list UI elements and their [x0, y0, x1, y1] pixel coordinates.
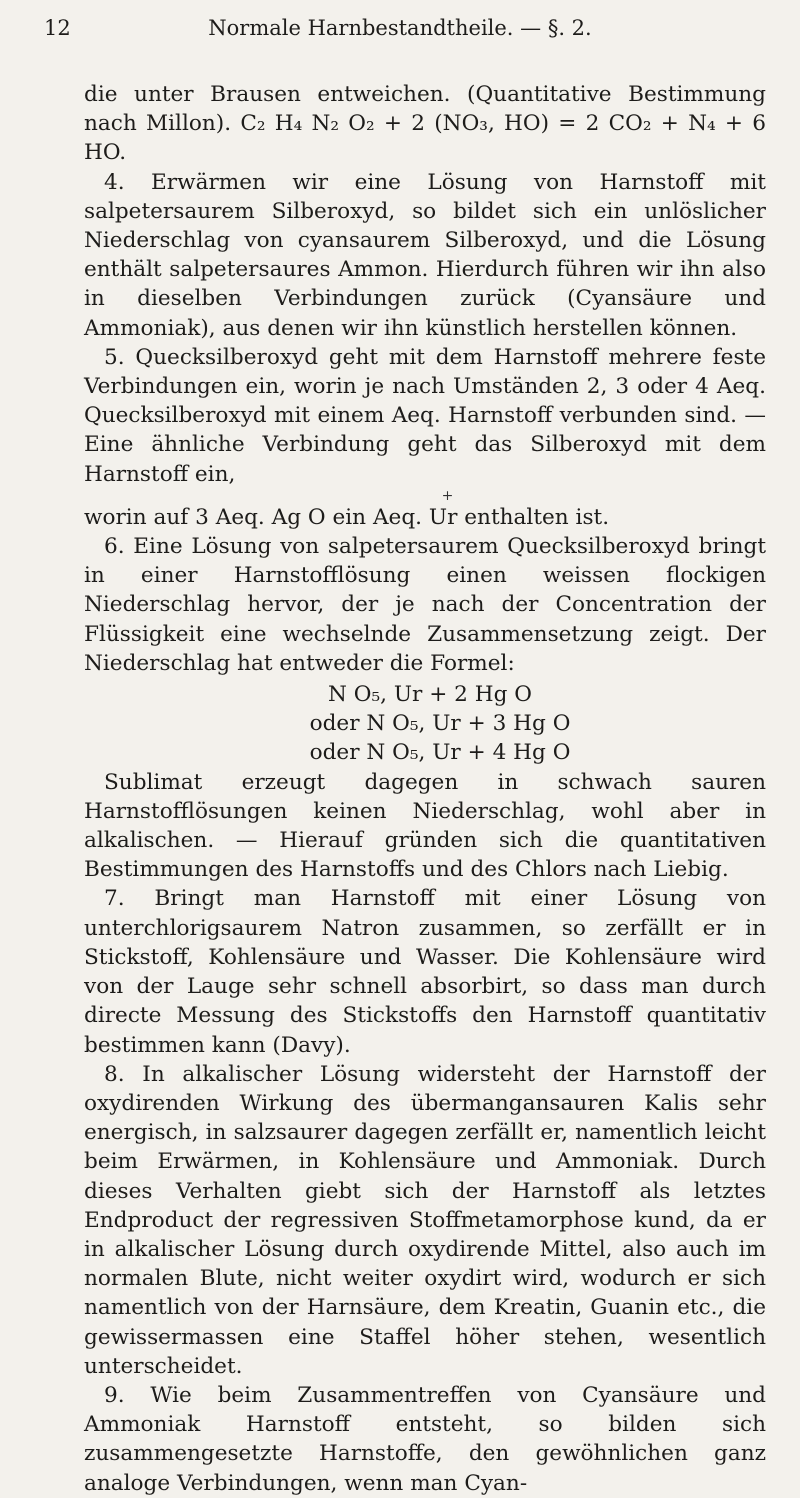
formula-line-2: oder N O₅, Ur + 3 Hg O: [309, 711, 571, 737]
page-number: 12: [44, 16, 71, 40]
paragraph-6: 6. Eine Lösung von salpetersaurem Quecksilberoxyd bringt in einer Harnstofflösung einen weissen flockigen Niederschlag hervor, der je nach der Concentration der Flüssigkeit eine wechselnde Zusammensetzung zeigt. Der Niederschlag hat entweder die Formel:: [84, 534, 766, 676]
page-body: [84, 80, 766, 1498]
ur-dot-mark: +: [441, 487, 454, 504]
paragraph-8: 8. In alkalischer Lösung widersteht der Harnstoff der oxydirenden Wirkung des übermangansauren Kalis sehr energisch, in salzsaurer dagegen zerfällt er, namentlich leicht beim Erwärmen, in Kohlensäure und Ammoniak. Durch dieses Verhalten giebt sich der Harnstoff als letztes Endproduct der regressiven Stoffmetamorphose kund, da er in alkalischer Lösung durch oxydirende Mittel, also auch im normalen Blute, nicht weiter oxydirt wird, wodurch er sich namentlich von der Harnsäure, dem Kreatin, Guanin etc., die gewissermassen eine Staffel höher stehen, wesentlich unterscheidet.: [84, 1061, 766, 1379]
formula-line-1: N O₅, Ur + 2 Hg O: [327, 682, 532, 708]
paragraph-5-end: worin auf 3 Aeq. Ag O ein Aeq. Ur enthalten ist.: [84, 504, 610, 530]
paragraph-6-sublimat: Sublimat erzeugt dagegen in schwach sauren Harnstofflösungen keinen Niederschlag, wohl aber in alkalischen. — Hierauf gründen sich die quantitativen Bestimmungen des Harnstoffs und des Chlors nach Liebig.: [84, 769, 766, 883]
running-title: Normale Harnbestandtheile. — §. 2.: [208, 16, 592, 40]
formula-line-3: oder N O₅, Ur + 4 Hg O: [309, 740, 571, 766]
page-header: [44, 12, 756, 42]
paragraph-5: 5. Quecksilberoxyd geht mit dem Harnstoff mehrere feste Verbindungen ein, worin je nach Umständen 2, 3 oder 4 Aeq. Quecksilberoxyd mit einem Aeq. Harnstoff verbunden sind. — Eine ähnliche Verbindung geht das Silberoxyd mit dem Harnstoff ein,: [84, 344, 766, 487]
paragraph-4: 4. Erwärmen wir eine Lösung von Harnstoff mit salpetersaurem Silberoxyd, so bildet sich ein unlöslicher Niederschlag von cyansaurem Silberoxyd, und die Lösung enthält salpetersaures Ammon. Hierdurch führen wir ihn also in dieselben Verbindungen zurück (Cyansäure und Ammoniak), aus denen wir ihn künstlich herstellen können.: [84, 169, 766, 341]
paragraph-7: 7. Bringt man Harnstoff mit einer Lösung von unterchlorigsaurem Natron zusammen, so zerfällt er in Stickstoff, Kohlensäure und Wasser. Die Kohlensäure wird von der Lauge sehr schnell absorbirt, so dass man durch directe Messung des Stickstoffs den Harnstoff quantitativ bestimmen kann (Davy).: [84, 886, 766, 1058]
paragraph-continued: die unter Brausen entweichen. (Quantitative Bestimmung nach Millon). C₂ H₄ N₂ O₂ + 2 (NO₃, HO) = 2 CO₂ + N₄ + 6 HO.: [84, 82, 766, 166]
paragraph-9: 9. Wie beim Zusammentreffen von Cyansäure und Ammoniak Harnstoff entsteht, so bilden sich zusammengesetzte Harnstoffe, den gewöhnlichen ganz analoge Verbindungen, wenn man Cyan-: [84, 1382, 766, 1496]
